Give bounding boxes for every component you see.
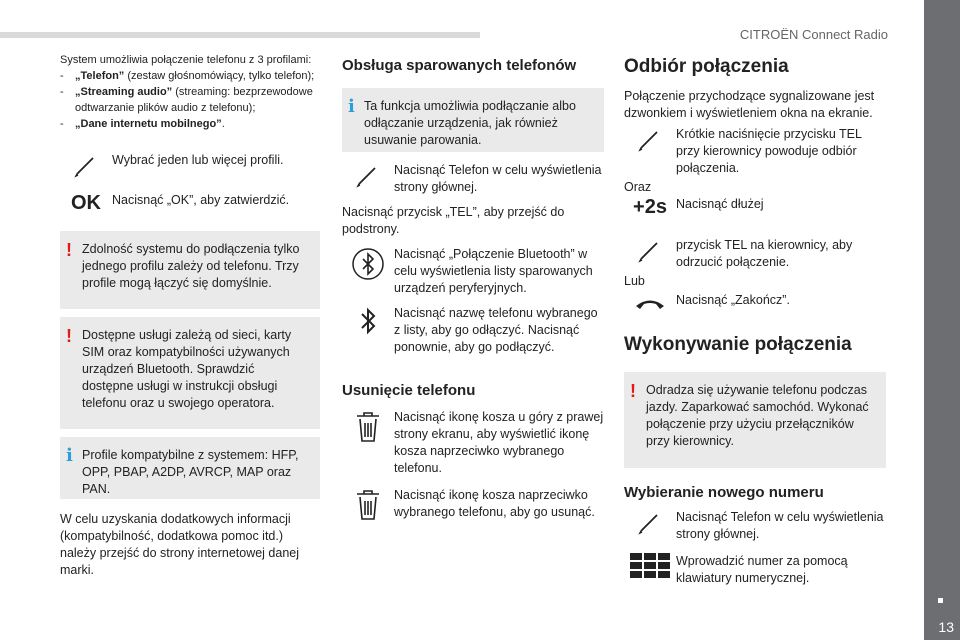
step-text: Nacisnąć „OK”, aby zatwierdzić. [112,193,290,207]
step-dial-1 [624,509,886,543]
header-bar [0,32,480,38]
warning-box [60,231,320,309]
brand-title: CITROËN Connect Radio [739,27,888,42]
step-select-phone [342,305,604,356]
subsection-title: Wybieranie nowego numeru [624,484,824,501]
page-marker [938,598,943,603]
or-text: Oraz [624,180,652,194]
step-open-phone [342,162,604,196]
step-text: Nacisnąć „Połączenie Bluetooth” w celu wyświetlenia listy sparowanych urządzeń peryferyjnych. [394,247,593,295]
step-text: Nacisnąć ikonę kosza u góry z prawej strony ekranu, aby wyświetlić ikonę kosza naprzeciwko wybranego telefonu. [394,410,604,475]
press-tel-text: Nacisnąć przycisk „TEL”, aby przejść do podstrony. [342,205,565,236]
step-text: Krótkie naciśnięcie przycisku TEL przy kierownicy powoduje odbiór połączenia. [676,127,862,175]
warning-icon: ! [66,326,72,346]
section-title: Wykonywanie połączenia [624,334,852,355]
step-text: Nacisnąć nazwę telefonu wybranego z listy, aby go odłączyć. Nacisnąć ponownie, aby go podłączyć. [394,306,598,354]
info-box [342,88,604,152]
info-icon: i [66,445,73,466]
bluetooth-icon [342,305,394,337]
step-text: Nacisnąć „Zakończ”. [676,293,790,307]
pencil-icon [342,162,394,188]
page-number: 13 [938,619,954,635]
trash-icon [342,487,394,523]
step-text: Nacisnąć Telefon w celu wyświetlenia strony głównej. [394,163,602,194]
column-paired-phones [342,52,604,523]
incoming-intro: Połączenie przychodzące sygnalizowane jest dzwonkiem i wyświetleniem okna na ekranie. [624,89,875,120]
step-select-profile [60,152,320,178]
footer-note: W celu uzyskania dodatkowych informacji (kompatybilność, dodatkowa pomoc itd.) należy przejść do strony internetowej danej marki. [60,512,300,577]
warning-text: Zdolność systemu do podłączenia tylko jednego profilu zależy od telefonu. Trzy profile mogą łączyć się domyślnie. [82,242,300,290]
step-delete-2 [342,487,604,523]
step-text: Wybrać jeden lub więcej profili. [112,153,284,167]
long-press-icon: +2s [633,196,667,218]
profile-item: - „Dane internetu mobilnego”. [60,116,320,132]
warning-box [60,317,320,429]
section-title: Odbiór połączenia [624,56,789,77]
side-strip [924,0,960,640]
profile-item: - „Telefon” (zestaw głośnomówiący, tylko telefon); [60,68,320,84]
profile-item: - „Streaming audio” (streaming: bezprzewodowe odtwarzanie plików audio z telefonu); [60,84,320,116]
pencil-icon [624,237,676,263]
warning-box [624,372,886,468]
hang-up-icon [624,292,676,314]
keypad-icon [624,553,676,579]
pencil-icon [60,152,112,178]
step-delete-1 [342,409,604,477]
step-text: Wprowadzić numer za pomocą klawiatury numerycznej. [676,554,848,585]
info-text: Profile kompatybilne z systemem: HFP, OPP, PBAP, A2DP, AVRCP, MAP oraz PAN. [82,448,299,496]
warning-text: Odradza się używanie telefonu podczas jazdy. Zaparkować samochód. Wykonać połączenie przy użyciu przełączników przy kierownicy. [646,383,869,448]
step-confirm [60,192,320,215]
bluetooth-connection-icon [342,246,394,282]
step-answer [624,126,886,177]
step-bluetooth [342,246,604,297]
step-text: Nacisnąć Telefon w celu wyświetlenia strony głównej. [676,510,884,541]
info-box [60,437,320,499]
ok-icon: OK [71,192,101,214]
step-text: przycisk TEL na kierownicy, aby odrzucić połączenie. [676,238,853,269]
or-text: Lub [624,274,645,288]
step-text: Nacisnąć dłużej [676,197,764,211]
section-title: Obsługa sparowanych telefonów [342,57,577,74]
warning-icon: ! [66,240,72,260]
warning-text: Dostępne usługi zależą od sieci, karty SIM oraz kompatybilności używanych urządzeń Bluetooth. Sprawdzić dostępne usługi w instrukcji obsługi telefonu oraz u swojego operatora. [82,328,292,410]
info-text: Ta funkcja umożliwia podłączanie albo odłączanie urządzenia, jak również usuwanie parowania. [364,99,576,147]
step-long-press [624,196,886,219]
subsection-title: Usunięcie telefonu [342,382,476,399]
step-reject [624,237,886,271]
step-dial-2 [624,553,886,587]
step-end-call [624,292,886,314]
info-icon: i [348,96,355,117]
pencil-icon [624,126,676,152]
column-calls [624,52,886,587]
step-text: Nacisnąć ikonę kosza naprzeciwko wybranego telefonu, aby go usunąć. [394,488,595,519]
column-profiles [60,52,320,579]
pencil-icon [624,509,676,535]
profiles-intro: System umożliwia połączenie telefonu z 3 profilami: [60,54,312,66]
warning-icon: ! [630,381,636,401]
trash-icon [342,409,394,445]
